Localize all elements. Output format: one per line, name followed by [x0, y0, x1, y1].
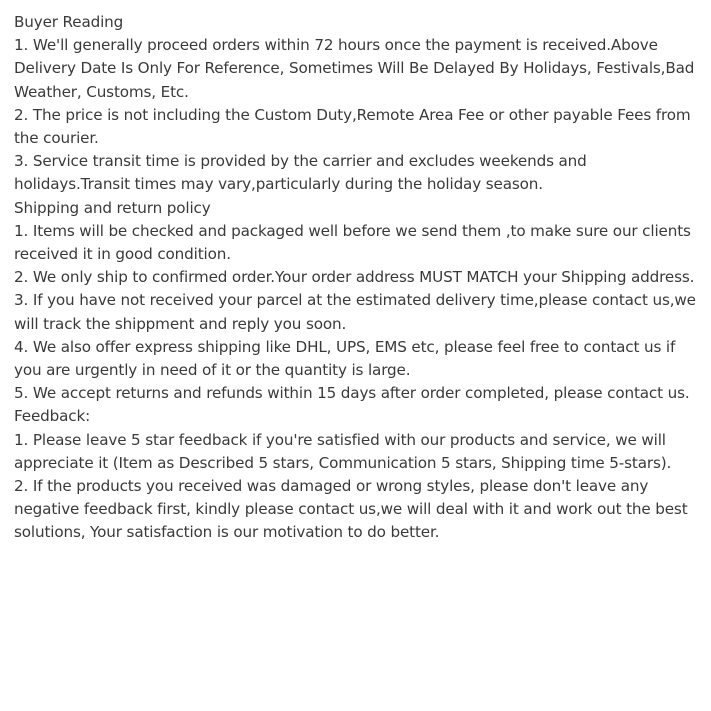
shipping-item-5: 5. We accept returns and refunds within 15 days after order completed, please contact us. — [14, 384, 690, 403]
buyer-reading-item-3: 3. Service transit time is provided by the carrier and excludes weekends and holidays.Transit times may vary,particularly during the holiday season. — [14, 152, 592, 194]
heading-feedback: Feedback: — [14, 407, 91, 426]
feedback-item-1: 1. Please leave 5 star feedback if you're satisfied with our products and service, we will appreciate it (Item as Described 5 stars, Communication 5 stars, Shipping time 5-stars). — [14, 430, 672, 472]
buyer-reading-item-2: 2. The price is not including the Custom Duty,Remote Area Fee or other payable Fees from the courier. — [14, 105, 696, 148]
shipping-item-1: 1. Items will be checked and packaged well before we send them ,to make sure our clients received it in good condition. — [14, 221, 696, 264]
shipping-item-3: 3. If you have not received your parcel at the estimated delivery time,please contact us,we will track the shippment and reply you soon. — [14, 291, 701, 333]
policy-document — [14, 11, 704, 545]
shipping-item-4: 4. We also offer express shipping like DHL, UPS, EMS etc, please feel free to contact us if you are urgently in need of it or the quantity is large. — [14, 337, 680, 380]
shipping-item-2: 2. We only ship to confirmed order.Your order address MUST MATCH your Shipping address. — [14, 268, 695, 287]
heading-buyer-reading: Buyer Reading — [14, 13, 124, 31]
heading-shipping-return-policy: Shipping and return policy — [14, 198, 211, 217]
buyer-reading-item-1: 1. We'll generally proceed orders within 72 hours once the payment is received.Above Delivery Date Is Only For Reference, Sometimes Will Be Delayed By Holidays, Festivals,Bad Weather, Customs, Etc. — [14, 36, 699, 101]
feedback-item-2: 2. If the products you received was damaged or wrong styles, please don't leave any negative feedback first, kindly please contact us,we will deal with it and work out the best solutions, Your satisfaction is our motivation to do better. — [14, 477, 693, 542]
